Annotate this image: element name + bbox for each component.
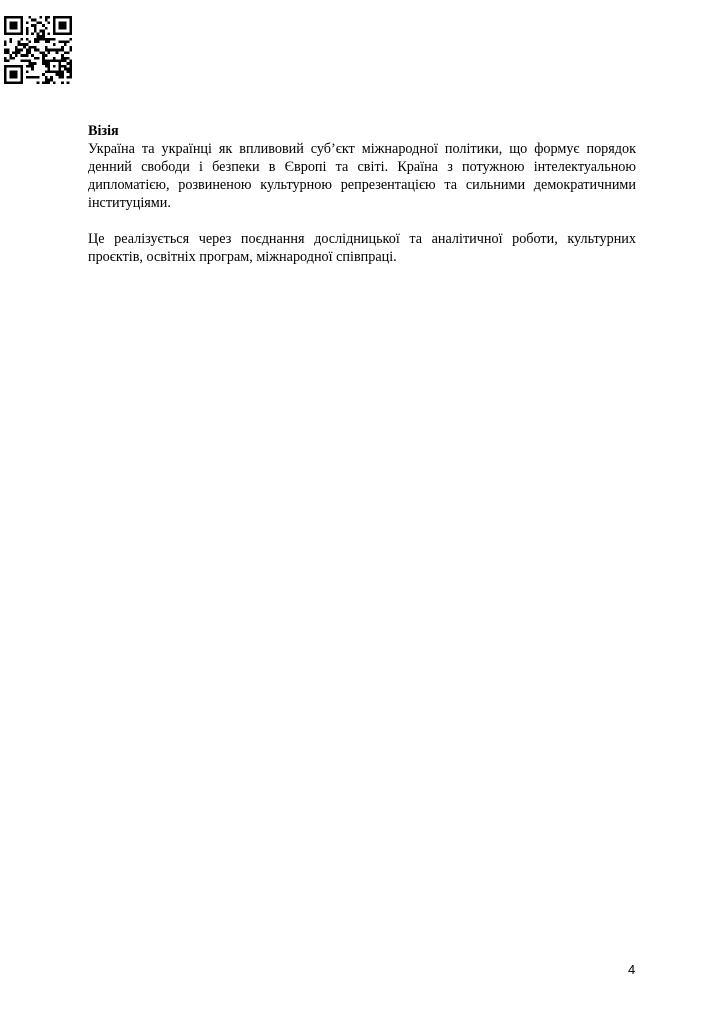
qr-code — [4, 16, 72, 84]
vision-paragraph: Україна та українці як впливовий суб’єкт міжнародної політики, що формує порядок денний свободи і безпеки в Європі та світі. Країна з потужною інтелектуальною дипломатією, розвиненою культурною репрезентацією та сильними демократичними інституціями. — [88, 141, 636, 211]
document-body — [88, 122, 636, 266]
qr-code-graphic — [4, 16, 72, 84]
implementation-paragraph: Це реалізується через поєднання дослідницької та аналітичної роботи, культурних проєктів, освітніх програм, міжнародної співпраці. — [88, 231, 636, 265]
section-heading: Візія — [88, 123, 119, 139]
page-number: 4 — [628, 962, 636, 977]
